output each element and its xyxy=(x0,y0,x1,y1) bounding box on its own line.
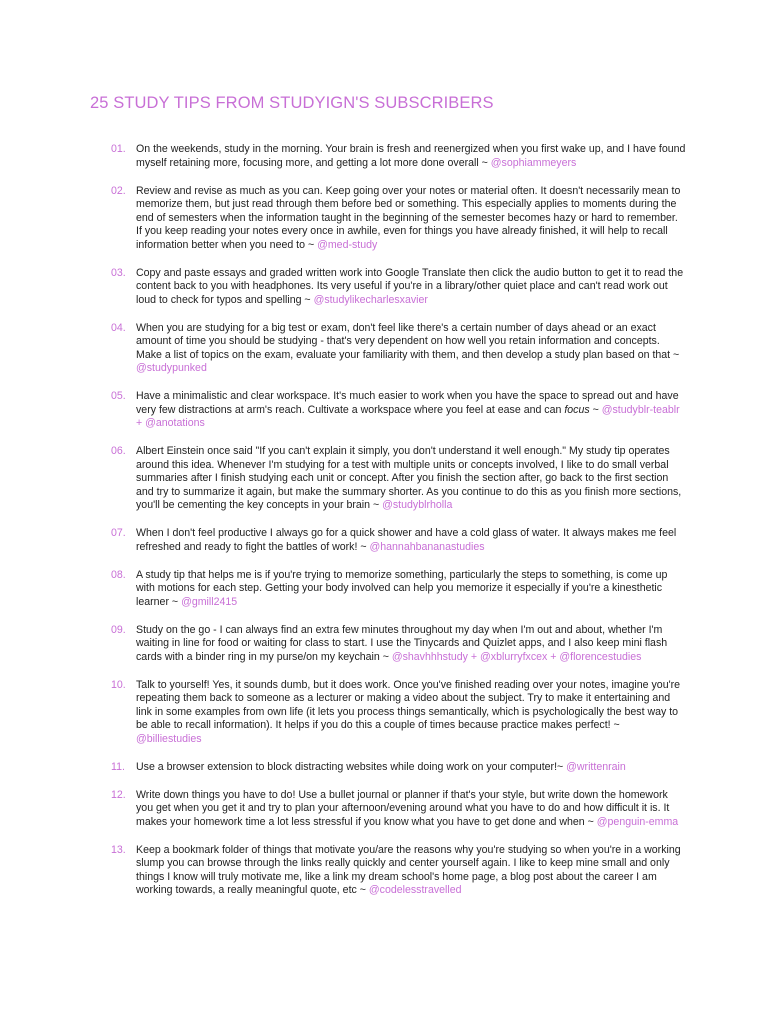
tip-text: Keep a bookmark folder of things that motivate you/are the reasons why you're studying so when you're in a working slump you can browse through the links really quickly and center yourself again. I like to keep mine small and only things I know will truly motivate me, like a link my dream school's home page, a blog post about the career I am working towards, a really meaningful quote, etc ~ xyxy=(136,843,681,896)
tip-text: A study tip that helps me is if you're trying to memorize something, particularly the steps to something, is come up with motions for each step. Getting your body involved can help you memorize it especially if you're a kinesthetic learner ~ xyxy=(136,568,668,608)
list-item xyxy=(111,185,686,253)
list-item xyxy=(111,789,686,830)
list-item xyxy=(111,322,686,376)
tip-handle-link[interactable]: @codelesstravelled xyxy=(368,884,462,896)
tip-text: When I don't feel productive I always go for a quick shower and have a cold glass of water. It always makes me feel refreshed and ready to fight the battles of work! ~ xyxy=(136,527,677,553)
tip-number: 09. xyxy=(111,623,126,636)
tip-number: 13. xyxy=(111,843,126,856)
tip-number: 04. xyxy=(111,321,126,334)
list-item xyxy=(111,267,686,308)
tips-list xyxy=(111,143,686,912)
tip-number: 06. xyxy=(111,445,126,457)
tip-body xyxy=(136,445,686,513)
tip-number: 10. xyxy=(111,678,126,691)
tip-number: 03. xyxy=(111,266,126,279)
list-item xyxy=(111,143,686,170)
tip-body xyxy=(136,569,686,610)
tip-number: 01. xyxy=(111,143,126,155)
tip-handle-link[interactable]: @studypunked xyxy=(136,362,207,374)
tip-text: On the weekends, study in the morning. Your brain is fresh and reenergized when you first wake up, and I have found myself retaining more, focusing more, and getting a lot more done overall ~ xyxy=(136,143,686,169)
tip-handle-link[interactable]: @billiestudies xyxy=(136,732,202,745)
tip-body xyxy=(136,390,686,431)
tip-body xyxy=(136,844,686,898)
tip-text: Copy and paste essays and graded written work into Google Translate then click the audio button to get it to read the content back to you with headphones. Its very useful if you're in a library/other quiet place and can't read work out loud to check for typos and spelling ~ xyxy=(136,266,684,306)
tip-number: 08. xyxy=(111,568,126,581)
tip-handle-link[interactable]: @studyblr-teablr + @anotations xyxy=(136,403,680,429)
tip-handle-link[interactable]: @studylikecharlesxavier xyxy=(313,293,428,306)
tip-text: When you are studying for a big test or exam, don't feel like there's a certain number of days ahead or an exact amount of time you should be studying - that's very dependent on how well you retain information and concepts. Make a list of topics on the exam, evaluate your familiarity with them, and then develop a study plan based on that ~ xyxy=(136,321,680,361)
tip-text: Have a minimalistic and clear workspace. It's much easier to work when you have the space to spread out and have very few distractions at arm's reach. Cultivate a workspace where you feel at ease and can xyxy=(136,390,679,416)
tip-number: 02. xyxy=(111,184,126,197)
tip-text-after: ~ xyxy=(589,403,602,416)
tip-handle-link[interactable]: @penguin-emma xyxy=(596,815,679,828)
tip-number: 05. xyxy=(111,390,126,402)
tip-text: Study on the go - I can always find an extra few minutes throughout my day when I'm out and about, whether I'm waiting in line for food or waiting for class to start. I use the Tinycards and Quizlet apps, and I also keep mini flash cards with a binder ring in my purse/on my keychain ~ xyxy=(136,623,668,663)
tip-emphasis: focus xyxy=(564,403,590,416)
list-item xyxy=(111,390,686,431)
tip-body xyxy=(136,143,686,170)
tip-number: 11. xyxy=(111,760,125,773)
tip-body xyxy=(136,679,686,747)
list-item xyxy=(111,761,686,775)
tip-handle-link[interactable]: @med-study xyxy=(317,238,378,251)
tip-text: Albert Einstein once said "If you can't explain it simply, you don't understand it well enough." My study tip operates around this idea. Whenever I'm studying for a test with multiple units or concepts involved, I like to do small verbal summaries after I finish studying each unit or concept. After you finish the section after, go back to the first section and try to summarize it again, but make the summary shorter. As you continue to do this as you finish more sections, you'll be cementing the key concepts in your brain ~ xyxy=(136,445,682,511)
tip-handle-link[interactable]: @studyblrholla xyxy=(382,499,453,511)
tip-body xyxy=(136,761,686,775)
tip-handle-link[interactable]: @gmill2415 xyxy=(181,595,238,608)
list-item xyxy=(111,445,686,513)
tip-body xyxy=(136,267,686,308)
tip-handle-link[interactable]: @shavhhhstudy + @xblurryfxcex + @florencestudies xyxy=(391,650,642,663)
list-item xyxy=(111,569,686,610)
tip-text: Use a browser extension to block distracting websites while doing work on your computer!~ xyxy=(136,760,567,773)
tip-text: Write down things you have to do! Use a bullet journal or planner if that's your style, but write down the homework you get when you get it and try to plan your afternoon/evening around what you have to do and how difficult it is. It makes your homework time a lot less stressful if you know what you have to get done and when ~ xyxy=(136,788,670,828)
tip-body xyxy=(136,185,686,253)
tip-text: Talk to yourself! Yes, it sounds dumb, but it does work. Once you've finished reading over your notes, imagine you're repeating them back to someone as a lecturer or making a video about the subject. Try to make it entertaining and link in some examples from own life (it lets you process things semantically, which is psychologically the best way to be able to recall information). It helps if you do this a couple of times because practice makes perfect! ~ xyxy=(136,678,681,731)
tip-number: 12. xyxy=(111,788,126,801)
list-item xyxy=(111,844,686,898)
list-item xyxy=(111,679,686,747)
tip-number: 07. xyxy=(111,527,126,539)
tip-handle-link[interactable]: @hannahbananastudies xyxy=(369,540,485,553)
page-title: 25 STUDY TIPS FROM STUDYIGN'S SUBSCRIBERS xyxy=(90,94,494,112)
tip-body xyxy=(136,527,686,554)
list-item xyxy=(111,624,686,665)
tip-body xyxy=(136,322,686,376)
tip-handle-link[interactable]: @writtenrain xyxy=(566,760,626,773)
list-item xyxy=(111,527,686,554)
tip-text: Review and revise as much as you can. Keep going over your notes or material often. It doesn't necessarily mean to memorize them, but just read through them before bed or something. This especially applies to moments during the end of semesters when the information taught in the beginning of the semester becomes hazy or hard to remember. If you keep reading your notes every once in awhile, even for things you have already finished, it will help to recall information better when you need to ~ xyxy=(136,184,681,251)
tip-body xyxy=(136,624,686,665)
tip-body xyxy=(136,789,686,830)
tip-handle-link[interactable]: @sophiammeyers xyxy=(490,156,577,169)
